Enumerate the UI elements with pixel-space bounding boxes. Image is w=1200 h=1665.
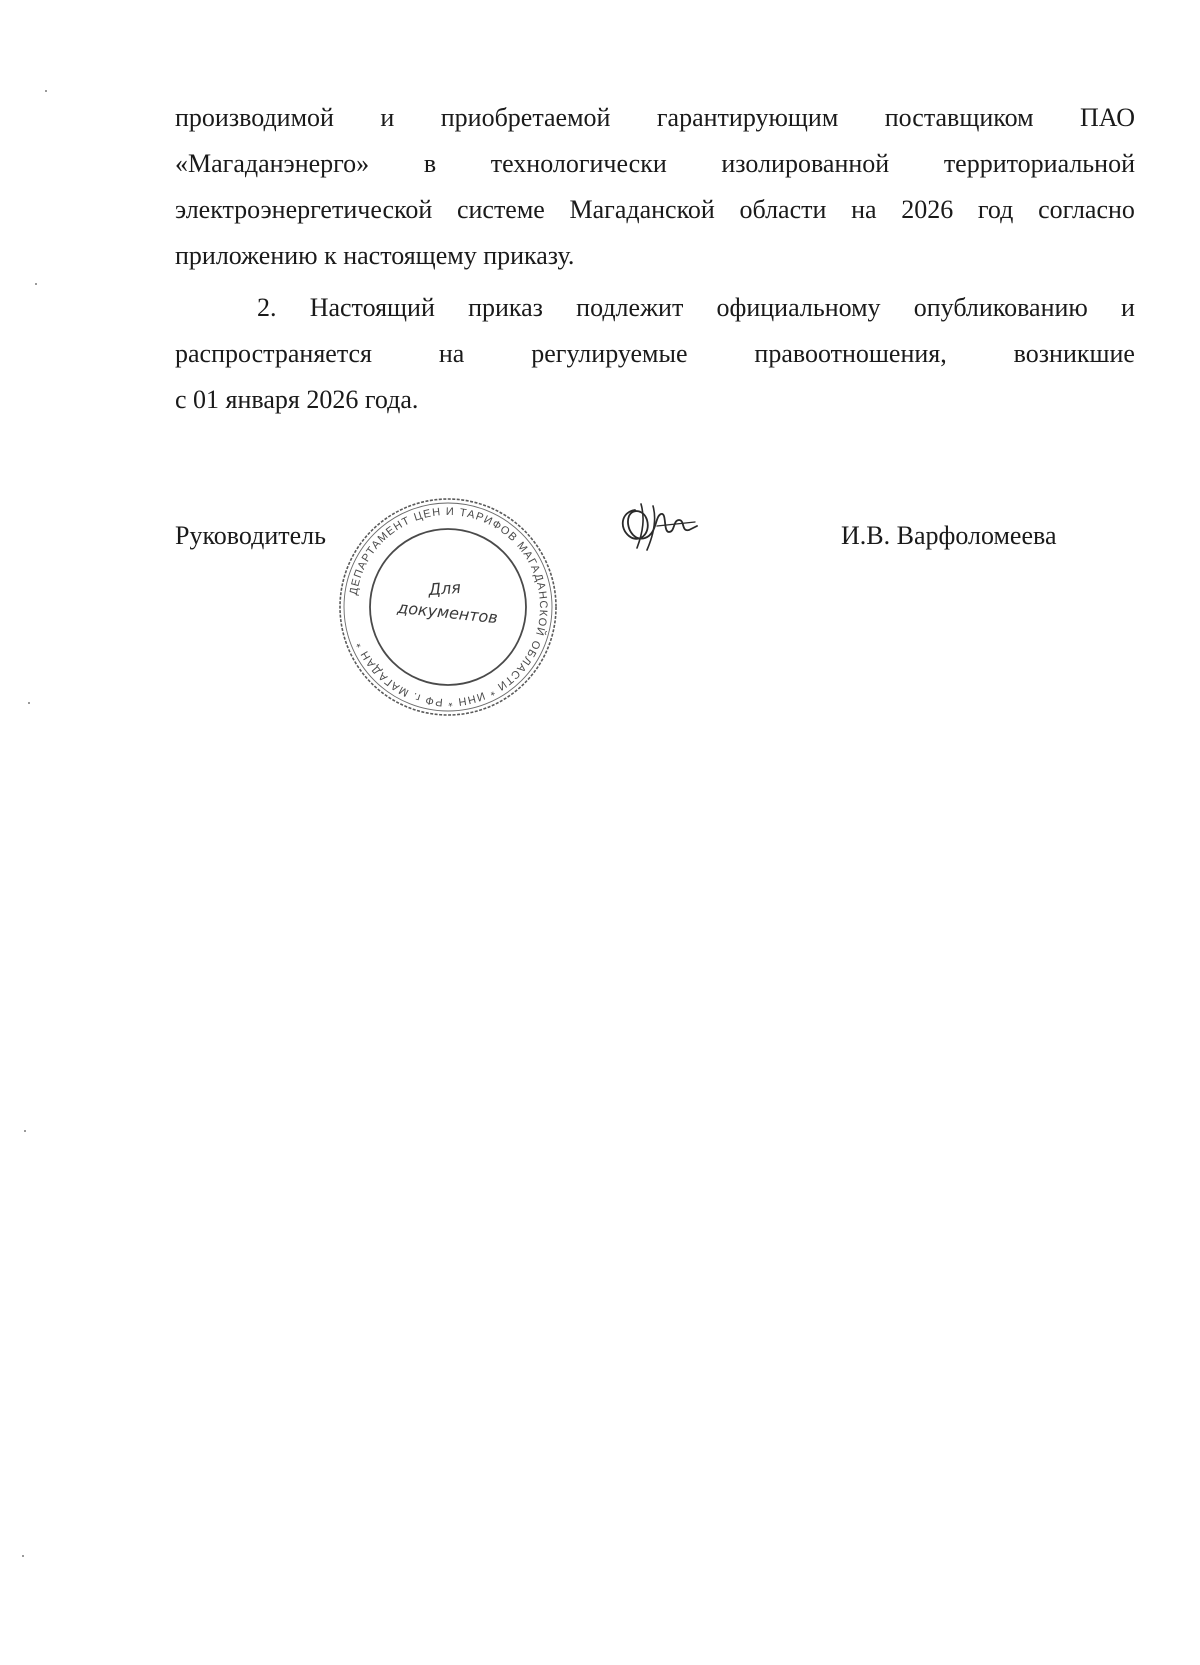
justified-line xyxy=(175,285,1135,331)
word: области xyxy=(739,195,827,224)
word: 2026 xyxy=(901,195,954,224)
word: и xyxy=(380,103,395,132)
word: на xyxy=(438,339,465,368)
word: электроэнергетической xyxy=(175,195,433,224)
word: системе xyxy=(456,195,545,224)
word: правоотношения, xyxy=(754,339,947,368)
scan-artifact xyxy=(24,1130,26,1132)
word: согласно xyxy=(1038,195,1135,224)
handwritten-signature xyxy=(617,498,699,556)
word: территориальной xyxy=(943,149,1135,178)
word: и xyxy=(1121,293,1135,322)
justified-line xyxy=(175,141,1135,187)
justified-line xyxy=(175,95,1135,141)
word: на xyxy=(851,195,877,224)
justified-line xyxy=(175,331,1135,377)
paragraph-2 xyxy=(175,285,1135,423)
word: подлежит xyxy=(576,293,684,322)
word: «Магаданэнерго» xyxy=(175,149,370,178)
word: регулируемые xyxy=(531,339,688,368)
signer-name: И.В. Варфоломеева xyxy=(841,521,1057,550)
stamp-ring-text: ДЕПАРТАМЕНТ ЦЕН И ТАРИФОВ МАГАДАНСКОЙ ОБЛАСТИ * ИНН * РФ г. МАГАДАН * xyxy=(347,505,550,709)
stamp-center-text-2: документов xyxy=(396,597,499,628)
word: поставщиком xyxy=(884,103,1034,132)
word: приказ xyxy=(468,293,543,322)
scan-artifact xyxy=(45,90,47,92)
paragraph-1-continuation xyxy=(175,95,1135,279)
word: гарантирующим xyxy=(656,103,839,132)
word: технологически xyxy=(490,149,667,178)
word: год xyxy=(977,195,1014,224)
scan-artifact xyxy=(35,283,37,285)
word: Настоящий xyxy=(309,293,435,322)
word: изолированной xyxy=(721,149,890,178)
official-stamp xyxy=(333,492,563,722)
justified-line xyxy=(175,187,1135,233)
word: возникшие xyxy=(1013,339,1135,368)
word: ПАО xyxy=(1079,103,1135,132)
paragraph-number: 2. xyxy=(257,293,277,322)
signature-stroke xyxy=(623,510,697,539)
scan-artifact xyxy=(28,702,30,704)
signer-position-title: Руководитель xyxy=(175,521,326,550)
word: опубликованию xyxy=(913,293,1088,322)
word: распространяется xyxy=(175,339,372,368)
paragraph-last-line: с 01 января 2026 года. xyxy=(175,385,419,414)
word: Магаданской xyxy=(569,195,715,224)
word: приобретаемой xyxy=(440,103,611,132)
word: официальному xyxy=(716,293,881,322)
word: производимой xyxy=(175,103,334,132)
stamp-center-text-1: Для xyxy=(427,577,462,600)
paragraph-last-line: приложению к настоящему приказу. xyxy=(175,241,575,270)
word: в xyxy=(423,149,437,178)
scan-artifact xyxy=(22,1555,24,1557)
